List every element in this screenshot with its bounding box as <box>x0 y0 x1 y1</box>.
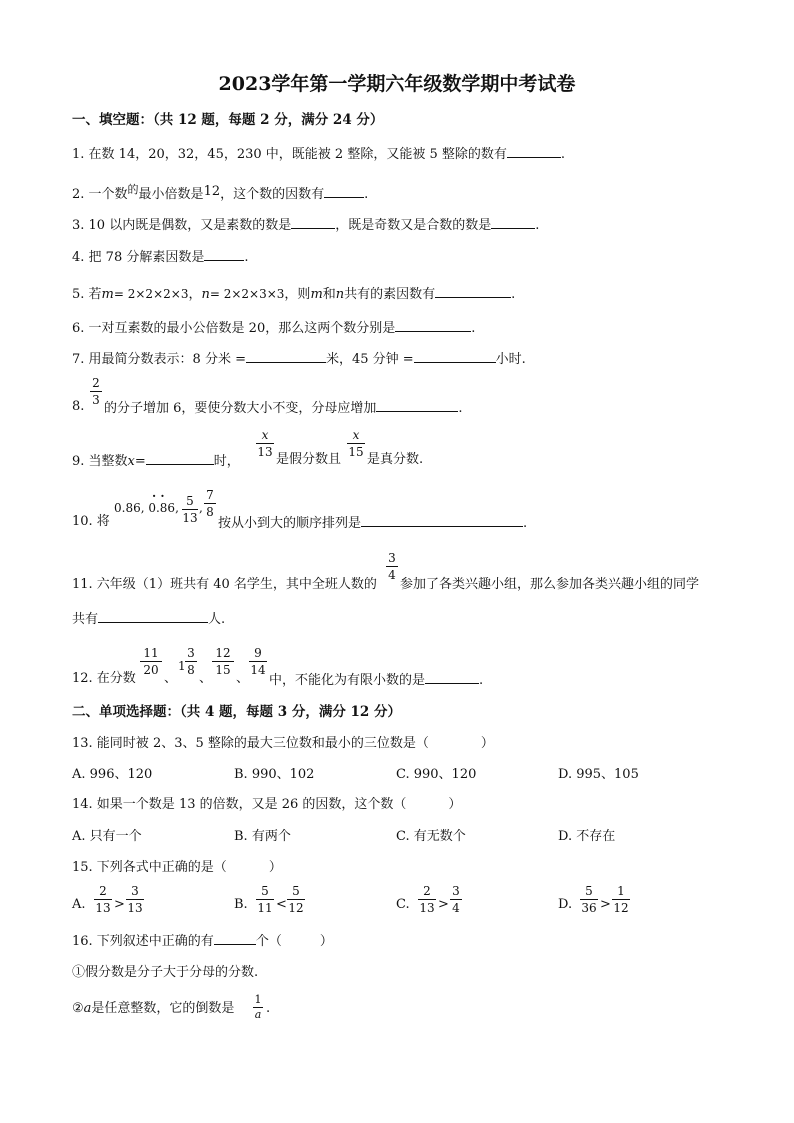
separator: 、 <box>199 671 213 686</box>
numerator: 5 <box>186 494 194 508</box>
numerator: 1 <box>254 993 262 1006</box>
answer-blank[interactable] <box>361 514 523 527</box>
question-text: 15. 下列各式中正确的是（ <box>72 860 227 875</box>
question-text: 6. 一对互素数的最小公倍数是 20，那么这两个数分别是 <box>72 321 396 336</box>
denominator: 13 <box>95 901 111 915</box>
answer-blank[interactable] <box>291 216 335 229</box>
fraction <box>347 428 365 459</box>
option-d[interactable]: D. 不存在 <box>558 829 616 844</box>
punct: . <box>479 673 484 688</box>
question-text: 人. <box>208 612 226 627</box>
question-text: 的分子增加 6，要使分数大小不变，分母应增加 <box>104 401 377 416</box>
fraction <box>256 884 274 915</box>
fraction-bar <box>90 391 102 392</box>
section-heading-fill-in: 一、填空题：（共 12 题，每题 2 分，满分 24 分） <box>72 112 384 128</box>
numerator: 9 <box>254 646 262 660</box>
question-1 <box>72 145 565 163</box>
question-text: ，则 <box>284 287 311 302</box>
question-11-cont <box>72 610 225 628</box>
option-c[interactable]: C. <box>396 897 410 912</box>
numerator: 3 <box>187 646 195 660</box>
fraction-bar <box>256 443 274 444</box>
question-number: 12. 在分数 <box>72 671 136 686</box>
fraction-bar <box>185 661 197 662</box>
question-text: 按从小到大的顺序排列是 <box>218 516 362 531</box>
denominator: 14 <box>250 663 266 677</box>
fraction <box>418 884 436 915</box>
question-text: 是真分数. <box>367 452 424 467</box>
question-4 <box>72 248 248 266</box>
question-text: 1. 在数 14，20，32，45，230 中，既能被 2 整除，又能被 5 整除的数有 <box>72 147 507 162</box>
question-16 <box>72 932 333 950</box>
punct: ， <box>188 287 202 302</box>
fraction-bar <box>347 443 365 444</box>
answer-blank[interactable] <box>435 285 511 298</box>
punct: . <box>560 147 565 162</box>
fraction-bar <box>204 503 216 504</box>
option-b[interactable]: B. 有两个 <box>234 829 291 844</box>
fraction-bar <box>256 899 274 900</box>
numerator: 5 <box>261 884 269 898</box>
fraction-bar <box>94 899 112 900</box>
question-text: 和 <box>322 287 336 302</box>
question-9 <box>72 452 240 470</box>
denominator: 15 <box>348 445 364 459</box>
comparison-sign: < <box>276 897 287 912</box>
option-c[interactable]: C. 990、120 <box>396 767 477 782</box>
denominator: 12 <box>288 901 304 915</box>
numerator: x <box>352 428 360 442</box>
question-14 <box>72 797 461 813</box>
punct: . <box>244 250 249 265</box>
statement-text: 是任意整数，它的倒数是 <box>91 1001 235 1016</box>
question-7 <box>72 350 526 368</box>
option-d[interactable]: D. <box>558 897 573 912</box>
variable: x <box>127 454 135 469</box>
question-text: 是假分数且 <box>276 452 342 467</box>
fraction-bar <box>126 899 144 900</box>
question-text: 米，45 分钟 = <box>325 352 414 367</box>
answer-blank[interactable] <box>425 671 479 684</box>
question-12 <box>269 671 483 689</box>
answer-blank[interactable] <box>214 932 256 945</box>
question-text: 9. 当整数 <box>72 454 128 469</box>
denominator: 36 <box>581 901 597 915</box>
number: 12 <box>203 184 221 199</box>
fraction-bar <box>182 509 198 510</box>
denominator: a <box>254 1008 262 1021</box>
question-8 <box>104 399 463 417</box>
question-6 <box>72 319 475 337</box>
option-d[interactable]: D. 995、105 <box>558 767 639 782</box>
fraction <box>253 994 263 1021</box>
punct: . <box>523 516 528 531</box>
decimal-list: 0.86, 0.86, <box>114 501 179 515</box>
question-text: 小时. <box>495 352 526 367</box>
variable: m <box>310 287 323 302</box>
option-a[interactable]: A. <box>72 897 86 912</box>
fraction <box>185 646 197 677</box>
option-c[interactable]: C. 有无数个 <box>396 829 466 844</box>
answer-blank[interactable] <box>507 145 561 158</box>
fraction <box>90 376 102 407</box>
numerator: 7 <box>206 488 214 502</box>
option-b[interactable]: B. <box>234 897 248 912</box>
numerator: 5 <box>585 884 593 898</box>
punct: . <box>458 401 463 416</box>
punct: . <box>266 1001 271 1016</box>
punct: . <box>471 321 476 336</box>
fraction-bar <box>418 899 436 900</box>
fraction-bar <box>140 661 162 662</box>
numerator: 11 <box>143 646 159 660</box>
punct: ） <box>480 736 494 751</box>
statement-1: ①假分数是分子大于分母的分数. <box>72 965 259 980</box>
whole-number: 1 <box>178 659 186 673</box>
equals: = <box>134 454 146 469</box>
numerator: 5 <box>292 884 300 898</box>
punct: . <box>364 187 369 202</box>
expression: = 2×2×2×3 <box>113 287 189 301</box>
fraction <box>204 488 216 519</box>
answer-blank[interactable] <box>146 452 214 465</box>
question-10 <box>218 514 527 532</box>
question-text: 14. 如果一个数是 13 的倍数，又是 26 的因数，这个数（ <box>72 797 407 812</box>
fraction-bar <box>450 899 462 900</box>
denominator: 4 <box>452 901 460 915</box>
question-text: 2. 一个数 <box>72 187 128 202</box>
fraction <box>612 884 630 915</box>
answer-blank[interactable] <box>376 399 458 412</box>
question-text: 共有的素因数有 <box>344 287 436 302</box>
punct: ） <box>268 860 282 875</box>
numerator: 12 <box>215 646 231 660</box>
denominator: 20 <box>143 663 159 677</box>
variable: n <box>335 287 345 302</box>
variable: m <box>101 287 114 302</box>
question-text: 5. 若 <box>72 287 102 302</box>
answer-blank[interactable] <box>395 319 471 332</box>
denominator: 8 <box>206 505 214 519</box>
numerator: 1 <box>617 884 625 898</box>
punct: ） <box>319 934 333 949</box>
question-text: 最小倍数是 <box>138 187 204 202</box>
option-b[interactable]: B. 990、102 <box>234 767 315 782</box>
fraction <box>140 646 162 677</box>
fraction-bar <box>287 899 305 900</box>
question-2 <box>72 182 368 203</box>
question-15 <box>72 860 282 876</box>
denominator: 12 <box>613 901 629 915</box>
repeating-dots: · · <box>152 489 165 503</box>
comparison-sign: > <box>114 897 125 912</box>
fraction <box>386 551 398 582</box>
fraction-bar <box>612 899 630 900</box>
question-text: 7. 用最简分数表示：8 分米 = <box>72 352 246 367</box>
answer-blank[interactable] <box>324 185 364 198</box>
option-a[interactable]: A. 996、120 <box>72 767 153 782</box>
question-number: 8. <box>72 399 85 414</box>
fraction <box>450 884 462 915</box>
numerator: 3 <box>452 884 460 898</box>
statement-2 <box>72 1001 234 1017</box>
fraction <box>182 494 198 525</box>
question-text: ，这个数的因数有 <box>220 187 325 202</box>
fraction <box>287 884 305 915</box>
question-text: 共有 <box>72 612 99 627</box>
question-text: 中，不能化为有限小数的是 <box>269 673 426 688</box>
typo-mark: 的 <box>127 183 139 196</box>
comma: , <box>199 501 203 515</box>
fraction <box>249 646 267 677</box>
fraction-bar <box>212 661 234 662</box>
expression: = 2×2×3×3 <box>209 287 285 301</box>
punct: . <box>535 218 540 233</box>
fraction <box>580 884 598 915</box>
question-text: 参加了各类兴趣小组，那么参加各类兴趣小组的同学 <box>400 577 700 592</box>
denominator: 3 <box>92 393 100 407</box>
answer-blank[interactable] <box>414 350 496 363</box>
numerator: 3 <box>131 884 139 898</box>
denominator: 11 <box>257 901 273 915</box>
separator: 、 <box>164 671 178 686</box>
numerator: 3 <box>388 551 396 565</box>
question-3 <box>72 216 539 234</box>
answer-blank[interactable] <box>98 610 208 623</box>
fraction <box>212 646 234 677</box>
denominator: 13 <box>257 445 273 459</box>
denominator: 13 <box>419 901 435 915</box>
question-text: ，既是奇数又是合数的数是 <box>335 218 492 233</box>
statement-marker: ② <box>72 1001 84 1016</box>
fraction <box>126 884 144 915</box>
numerator: 2 <box>92 376 100 390</box>
denominator: 8 <box>187 663 195 677</box>
separator: 、 <box>236 671 250 686</box>
comparison-sign: > <box>438 897 449 912</box>
question-5 <box>72 285 515 303</box>
numerator: x <box>261 428 269 442</box>
variable: n <box>201 287 210 302</box>
answer-blank[interactable] <box>246 350 326 363</box>
denominator: 15 <box>215 663 231 677</box>
answer-blank[interactable] <box>491 216 535 229</box>
question-13 <box>72 736 494 752</box>
answer-blank[interactable] <box>204 248 244 261</box>
fraction <box>256 428 274 459</box>
numerator: 2 <box>99 884 107 898</box>
question-number: 10. 将 <box>72 514 110 529</box>
numerator: 2 <box>423 884 431 898</box>
question-text: 4. 把 78 分解素因数是 <box>72 250 205 265</box>
question-text: 时， <box>213 454 240 469</box>
question-text: 13. 能同时被 2、3、5 整除的最大三位数和最小的三位数是（ <box>72 736 429 751</box>
fraction-bar <box>249 661 267 662</box>
question-text: 11. 六年级（1）班共有 40 名学生，其中全班人数的 <box>72 577 377 592</box>
page-title: 2023学年第一学期六年级数学期中考试卷 <box>218 73 576 95</box>
punct: ） <box>448 797 462 812</box>
comparison-sign: > <box>600 897 611 912</box>
variable: a <box>83 1001 92 1016</box>
denominator: 4 <box>388 568 396 582</box>
question-text: 3. 10 以内既是偶数，又是素数的数是 <box>72 218 292 233</box>
denominator: 13 <box>127 901 143 915</box>
option-a[interactable]: A. 只有一个 <box>72 829 142 844</box>
question-text: 个（ <box>255 934 282 949</box>
fraction-bar <box>386 566 398 567</box>
section-heading-multiple-choice: 二、单项选择题：（共 4 题，每题 3 分，满分 12 分） <box>72 704 402 720</box>
denominator: 13 <box>182 511 198 525</box>
question-text: 16. 下列叙述中正确的有 <box>72 934 214 949</box>
fraction-bar <box>580 899 598 900</box>
fraction <box>94 884 112 915</box>
punct: . <box>511 287 516 302</box>
